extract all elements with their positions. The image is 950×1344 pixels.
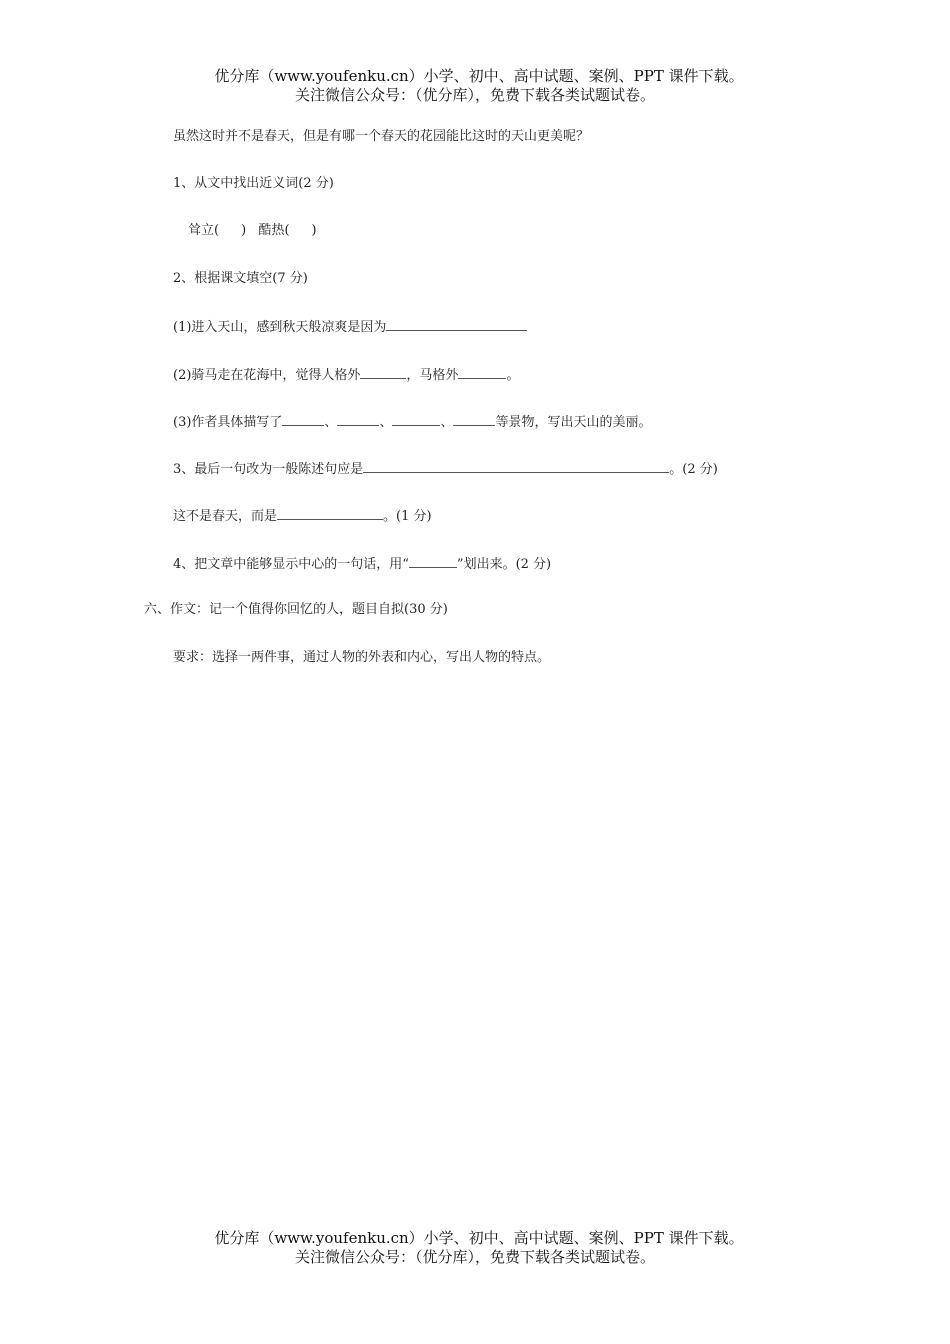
q2-s2-end: 。 bbox=[506, 368, 520, 383]
q2-s2-blank-2[interactable] bbox=[458, 365, 506, 379]
question-1-items bbox=[188, 222, 317, 240]
q2-s3-blank-3[interactable] bbox=[392, 412, 440, 426]
synonym-item-2-close: ) bbox=[311, 223, 317, 238]
question-3-title bbox=[173, 459, 718, 479]
section-6-title: 六、作文：记一个值得你回忆的人，题目自拟(30 分) bbox=[144, 602, 448, 617]
question-2-sentence-3 bbox=[173, 412, 651, 432]
synonym-item-1-label: 耸立( bbox=[188, 223, 220, 238]
page-footer bbox=[0, 1229, 950, 1267]
header-line-1: 优分库（www.youfenku.cn）小学、初中、高中试题、案例、PPT 课件下载。 bbox=[214, 67, 744, 85]
section-6-requirement: 要求：选择一两件事，通过人物的外表和内心，写出人物的特点。 bbox=[173, 650, 551, 665]
question-4 bbox=[173, 554, 551, 574]
question-2-sentence-1 bbox=[173, 317, 527, 337]
q2-s3-sep-3: 、 bbox=[440, 415, 454, 430]
footer-line-2: 关注微信公众号：（优分库），免费下载各类试题试卷。 bbox=[294, 1248, 655, 1266]
page-header bbox=[0, 67, 950, 105]
q2-s3-sep-1: 、 bbox=[324, 415, 338, 430]
q2-s2-middle: ，马格外 bbox=[406, 368, 459, 383]
question-2-sentence-2 bbox=[173, 365, 519, 385]
q4-end: ”划出来。(2 分) bbox=[456, 557, 552, 572]
q3-s1-blank[interactable] bbox=[277, 506, 383, 520]
q3-s1-end: 。(1 分) bbox=[383, 509, 432, 524]
q4-prefix: 4、把文章中能够显示中心的一句话，用“ bbox=[173, 557, 409, 572]
q2-s3-sep-2: 、 bbox=[379, 415, 393, 430]
q3-s1-prefix: 这不是春天，而是 bbox=[173, 509, 278, 524]
synonym-item-1-close: ) bbox=[241, 223, 247, 238]
question-1-title: 1、从文中找出近义词(2 分) bbox=[173, 176, 334, 191]
q2-s1-prefix: (1)进入天山，感到秋天般凉爽是因为 bbox=[173, 320, 387, 335]
q3-title-end: 。(2 分) bbox=[669, 462, 718, 477]
q4-blank[interactable] bbox=[409, 554, 457, 568]
header-line-2: 关注微信公众号：（优分库），免费下载各类试题试卷。 bbox=[294, 86, 655, 104]
passage-last-sentence: 虽然这时并不是春天，但是有哪一个春天的花园能比这时的天山更美呢？ bbox=[173, 129, 590, 144]
q3-title-blank[interactable] bbox=[363, 459, 669, 473]
q3-title-prefix: 3、最后一句改为一般陈述句应是 bbox=[173, 462, 364, 477]
synonym-item-2-label: 酷热( bbox=[258, 223, 290, 238]
q2-s3-blank-4[interactable] bbox=[453, 412, 495, 426]
q2-s3-prefix: (3)作者具体描写了 bbox=[173, 415, 283, 430]
q2-s2-prefix: (2)骑马走在花海中，觉得人格外 bbox=[173, 368, 361, 383]
footer-line-1: 优分库（www.youfenku.cn）小学、初中、高中试题、案例、PPT 课件下载。 bbox=[214, 1229, 744, 1247]
q2-s1-blank[interactable] bbox=[386, 317, 527, 331]
q2-s2-blank-1[interactable] bbox=[360, 365, 406, 379]
question-3-sentence-1 bbox=[173, 506, 432, 526]
q2-s3-end: 等景物，写出天山的美丽。 bbox=[495, 415, 652, 430]
q2-s3-blank-2[interactable] bbox=[337, 412, 379, 426]
q2-s3-blank-1[interactable] bbox=[282, 412, 324, 426]
question-2-title: 2、根据课文填空(7 分) bbox=[173, 271, 308, 286]
